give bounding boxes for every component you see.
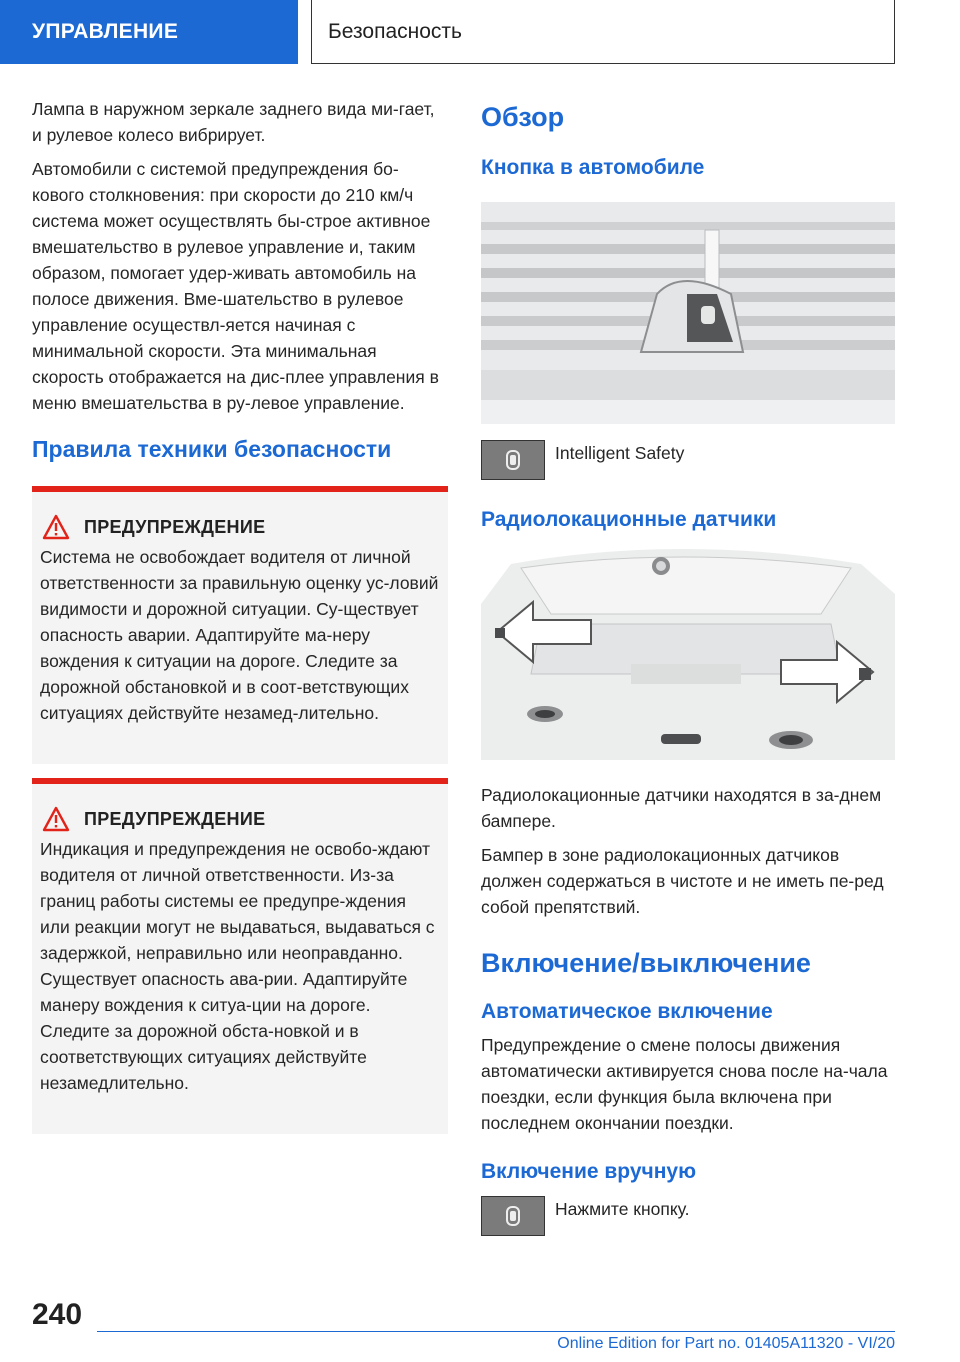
warning-triangle-icon — [42, 514, 70, 540]
header-subsection — [311, 0, 895, 64]
auto-on-heading: Автоматическое включение — [481, 1000, 773, 1023]
onoff-heading: Включение/выключение — [481, 948, 811, 978]
safety-heading: Правила техники безопасности — [32, 436, 392, 462]
header-subsection-label: Безопасность — [328, 19, 462, 43]
press-button-paragraph: Нажмите кнопку. — [555, 1199, 690, 1219]
warning-text-1: Система не освобождает водителя от личной ответственности за правильную оценку ус-ловий видимости и дорожной ситуации. Су-ществует опасность аварии. Адаптируйте ма-неру вождения к ситуации на дороге. Следите за дорожной обстановкой и в соот-ветствующих ситуациях действуйте незамед-лительно. — [40, 547, 439, 723]
warning-text-2: Индикация и предупреждения не освобо-ждают водителя от личной ответственности. Из-за границ работы системы ее предупре-ждения или реакции могут не выдаваться, выдаваться с задержкой, неправильно или неоправданно. Существует опасность ава-рии. Адаптируйте манеру вождения к ситуа-ции на дороге. Следите за дорожной обста-новкой и в соответствующих ситуациях действуйте незамедлительно. — [40, 839, 435, 1093]
intelligent-safety-button-icon-2 — [481, 1196, 545, 1236]
car-safety-icon — [502, 1205, 524, 1227]
mirror-lamp-paragraph: Лампа в наружном зеркале заднего вида ми-гает, и рулевое колесо вибрирует. — [32, 99, 435, 145]
radar-location-paragraph: Радиолокационные датчики находятся в за-днем бампере. — [481, 785, 882, 831]
header-section-label: УПРАВЛЕНИЕ — [32, 20, 179, 43]
warning-triangle-icon — [42, 806, 70, 832]
button-legend-row — [481, 440, 895, 480]
rear-bumper-illustration — [481, 544, 895, 760]
warning-title-1: ПРЕДУПРЕЖДЕНИЕ — [84, 516, 266, 537]
warning-box-2 — [32, 778, 448, 1134]
footer-divider — [97, 1331, 895, 1332]
warning-header-1 — [42, 514, 440, 540]
button-heading: Кнопка в автомобиле — [481, 156, 705, 179]
header-section-tab — [0, 0, 298, 64]
manual-on-heading: Включение вручную — [481, 1160, 697, 1183]
dashboard-button-illustration — [481, 202, 895, 424]
intelligent-safety-label: Intelligent Safety — [555, 443, 685, 463]
side-collision-paragraph: Автомобили с системой предупреждения бо-кового столкновения: при скорости до 210 км/ч система может осуществлять бы-строе активное вмешательство в рулевое управление и, таким образом, помогает удер-живать автомобиль на полосе движения. Вме-шательство в рулевое управление осуществл-яется начиная с минимальной скорости. Эта минимальная скорость отображается на дис-плее управления в меню вмешательства в ру-левое управление. — [32, 159, 439, 413]
overview-heading: Обзор — [481, 102, 565, 132]
left-column — [32, 96, 448, 1134]
intelligent-safety-button-icon — [481, 440, 545, 480]
radar-clean-paragraph: Бампер в зоне радиолокационных датчиков должен содержаться в чистоте и не иметь пе-ред собой препятствий. — [481, 845, 884, 917]
radar-heading: Радиолокационные датчики — [481, 508, 777, 531]
manual-button-row — [481, 1196, 895, 1236]
auto-on-paragraph: Предупреждение о смене полосы движения автоматически активируется снова после на-чала поездки, если функция была включена при последнем окончании поездки. — [481, 1035, 888, 1133]
warning-header-2 — [42, 806, 440, 832]
warning-title-2: ПРЕДУПРЕЖДЕНИЕ — [84, 808, 266, 829]
right-column — [481, 100, 895, 1236]
page-number: 240 — [32, 1298, 83, 1331]
warning-box-1 — [32, 486, 448, 764]
car-safety-icon — [502, 449, 524, 471]
footer-edition: Online Edition for Part no. 01405A11320 - VI/20 — [557, 1335, 895, 1352]
